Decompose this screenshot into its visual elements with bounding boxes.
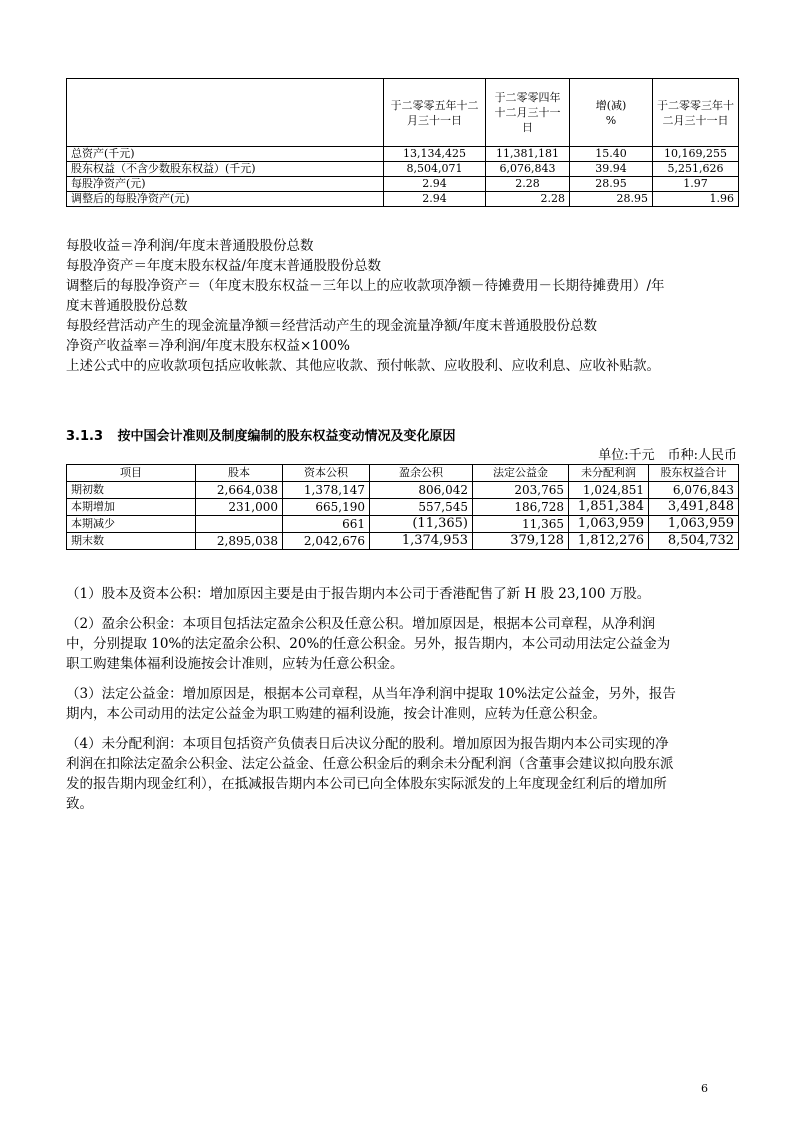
cell [196, 516, 283, 533]
section-heading [66, 425, 456, 444]
table-row [67, 177, 739, 192]
cell: 2,042,676 [283, 533, 370, 550]
table-row [67, 192, 739, 207]
table-row [67, 533, 739, 550]
row-label: 期末数 [67, 533, 196, 550]
row-label: 期初数 [67, 482, 196, 499]
header-cell: 项目 [67, 465, 196, 482]
cell: 2.94 [384, 192, 486, 207]
header-cell: 于二零零四年十二月三十一日 [486, 79, 570, 147]
formula-line: 每股净资产＝年度末股东权益/年度末普通股股份总数 [66, 258, 382, 274]
row-label: 总资产(千元) [67, 147, 384, 162]
note-paragraph: （4）未分配利润：本项目包括资产负债表日后决议分配的股利。增加原因为报告期内本公司实现的净利润在扣除法定盈余公积金、法定公益金、任意公积金后的剩余未分配利润（含董事会建议拟向股东派发的报告期内现金红利），在抵减报告期内本公司已向全体股东实际派发的上年度现金红利后的增加所致。 [66, 736, 674, 812]
cell: 379,128 [473, 533, 569, 550]
cell: 1,378,147 [283, 482, 370, 499]
page-number: 6 [701, 1082, 708, 1095]
header-cell: 盈余公积 [370, 465, 473, 482]
row-label: 本期减少 [67, 516, 196, 533]
table-row [67, 147, 739, 162]
header-cell: 法定公益金 [473, 465, 569, 482]
cell: 6,076,843 [486, 162, 570, 177]
note-paragraph: （2）盈余公积金：本项目包括法定盈余公积及任意公积。增加原因是，根据本公司章程，从净利润中，分别提取 10%的法定盈余公积、20%的任意公积金。另外，报告期内，本公司动用法定公益金为职工购建集体福利设施按会计准则，应转为任意公积金。 [66, 616, 671, 672]
formula-line: 调整后的每股净资产＝（年度末股东权益－三年以上的应收款项净额－待摊费用－长期待摊费用）/年度末普通股股份总数 [66, 278, 665, 314]
cell: 806,042 [370, 482, 473, 499]
section-number: 3.1.3 [66, 429, 104, 444]
financial-summary-table [66, 78, 739, 207]
cell: 1.96 [653, 192, 739, 207]
unit-currency-label: 单位:千元 币种:人民币 [598, 448, 737, 463]
formula-line: 每股经营活动产生的现金流量净额＝经营活动产生的现金流量净额/年度末普通股股份总数 [66, 318, 598, 334]
cell: 11,365 [473, 516, 569, 533]
section-title-text: 按中国会计准则及制度编制的股东权益变动情况及变化原因 [117, 429, 456, 444]
header-cell: 股东权益合计 [649, 465, 739, 482]
explanatory-notes [66, 584, 676, 824]
header-cell: 于二零零五年十二月三十一日 [384, 79, 486, 147]
cell: 28.95 [570, 192, 653, 207]
cell: 3,491,848 [649, 499, 739, 516]
header-cell: 资本公积 [283, 465, 370, 482]
row-label: 股东权益（不含少数股东权益）(千元) [67, 162, 384, 177]
header-cell: 于二零零三年十二月三十一日 [653, 79, 739, 147]
cell: 2.94 [384, 177, 486, 192]
cell: 1,374,953 [370, 533, 473, 550]
cell: 1,812,276 [569, 533, 649, 550]
cell: 665,190 [283, 499, 370, 516]
table-row [67, 499, 739, 516]
cell: 661 [283, 516, 370, 533]
formula-line: 净资产收益率＝净利润/年度末股东权益×100% [66, 338, 350, 354]
header-cell: 股本 [196, 465, 283, 482]
formula-line: 每股收益＝净利润/年度末普通股股份总数 [66, 238, 314, 254]
cell: 557,545 [370, 499, 473, 516]
formula-line: 上述公式中的应收款项包括应收帐款、其他应收款、预付帐款、应收股利、应收利息、应收补贴款。 [66, 358, 660, 374]
cell: 203,765 [473, 482, 569, 499]
cell: 231,000 [196, 499, 283, 516]
cell: 39.94 [570, 162, 653, 177]
cell: 2,895,038 [196, 533, 283, 550]
cell: 11,381,181 [486, 147, 570, 162]
row-label: 每股净资产(元) [67, 177, 384, 192]
table-header-row [67, 79, 739, 147]
note-paragraph: （3）法定公益金：增加原因是，根据本公司章程，从当年净利润中提取 10%法定公益金，另外，报告期内，本公司动用的法定公益金为职工购建的福利设施，按会计准则，应转为任意公积金。 [66, 686, 676, 722]
cell: 1,851,384 [569, 499, 649, 516]
table-row [67, 482, 739, 499]
equity-changes-table [66, 464, 739, 550]
cell: 1,063,959 [569, 516, 649, 533]
cell: 6,076,843 [649, 482, 739, 499]
cell: (11,365) [370, 516, 473, 533]
cell: 8,504,071 [384, 162, 486, 177]
cell: 13,134,425 [384, 147, 486, 162]
table-row [67, 516, 739, 533]
cell: 1,024,851 [569, 482, 649, 499]
note-paragraph: （1）股本及资本公积：增加原因主要是由于报告期内本公司于香港配售了新 H 股 23,100 万股。 [66, 586, 651, 602]
cell: 1,063,959 [649, 516, 739, 533]
row-label: 本期增加 [67, 499, 196, 516]
row-label: 调整后的每股净资产(元) [67, 192, 384, 207]
cell: 1.97 [653, 177, 739, 192]
cell: 2.28 [486, 177, 570, 192]
header-cell [67, 79, 384, 147]
cell: 10,169,255 [653, 147, 739, 162]
cell: 8,504,732 [649, 533, 739, 550]
cell: 15.40 [570, 147, 653, 162]
header-cell: 未分配利润 [569, 465, 649, 482]
table-header-row [67, 465, 739, 482]
cell: 28.95 [570, 177, 653, 192]
cell: 186,728 [473, 499, 569, 516]
table-row [67, 162, 739, 177]
cell: 5,251,626 [653, 162, 739, 177]
header-cell: 增(减) % [570, 79, 653, 147]
cell: 2.28 [486, 192, 570, 207]
formula-definitions [66, 236, 676, 376]
cell: 2,664,038 [196, 482, 283, 499]
